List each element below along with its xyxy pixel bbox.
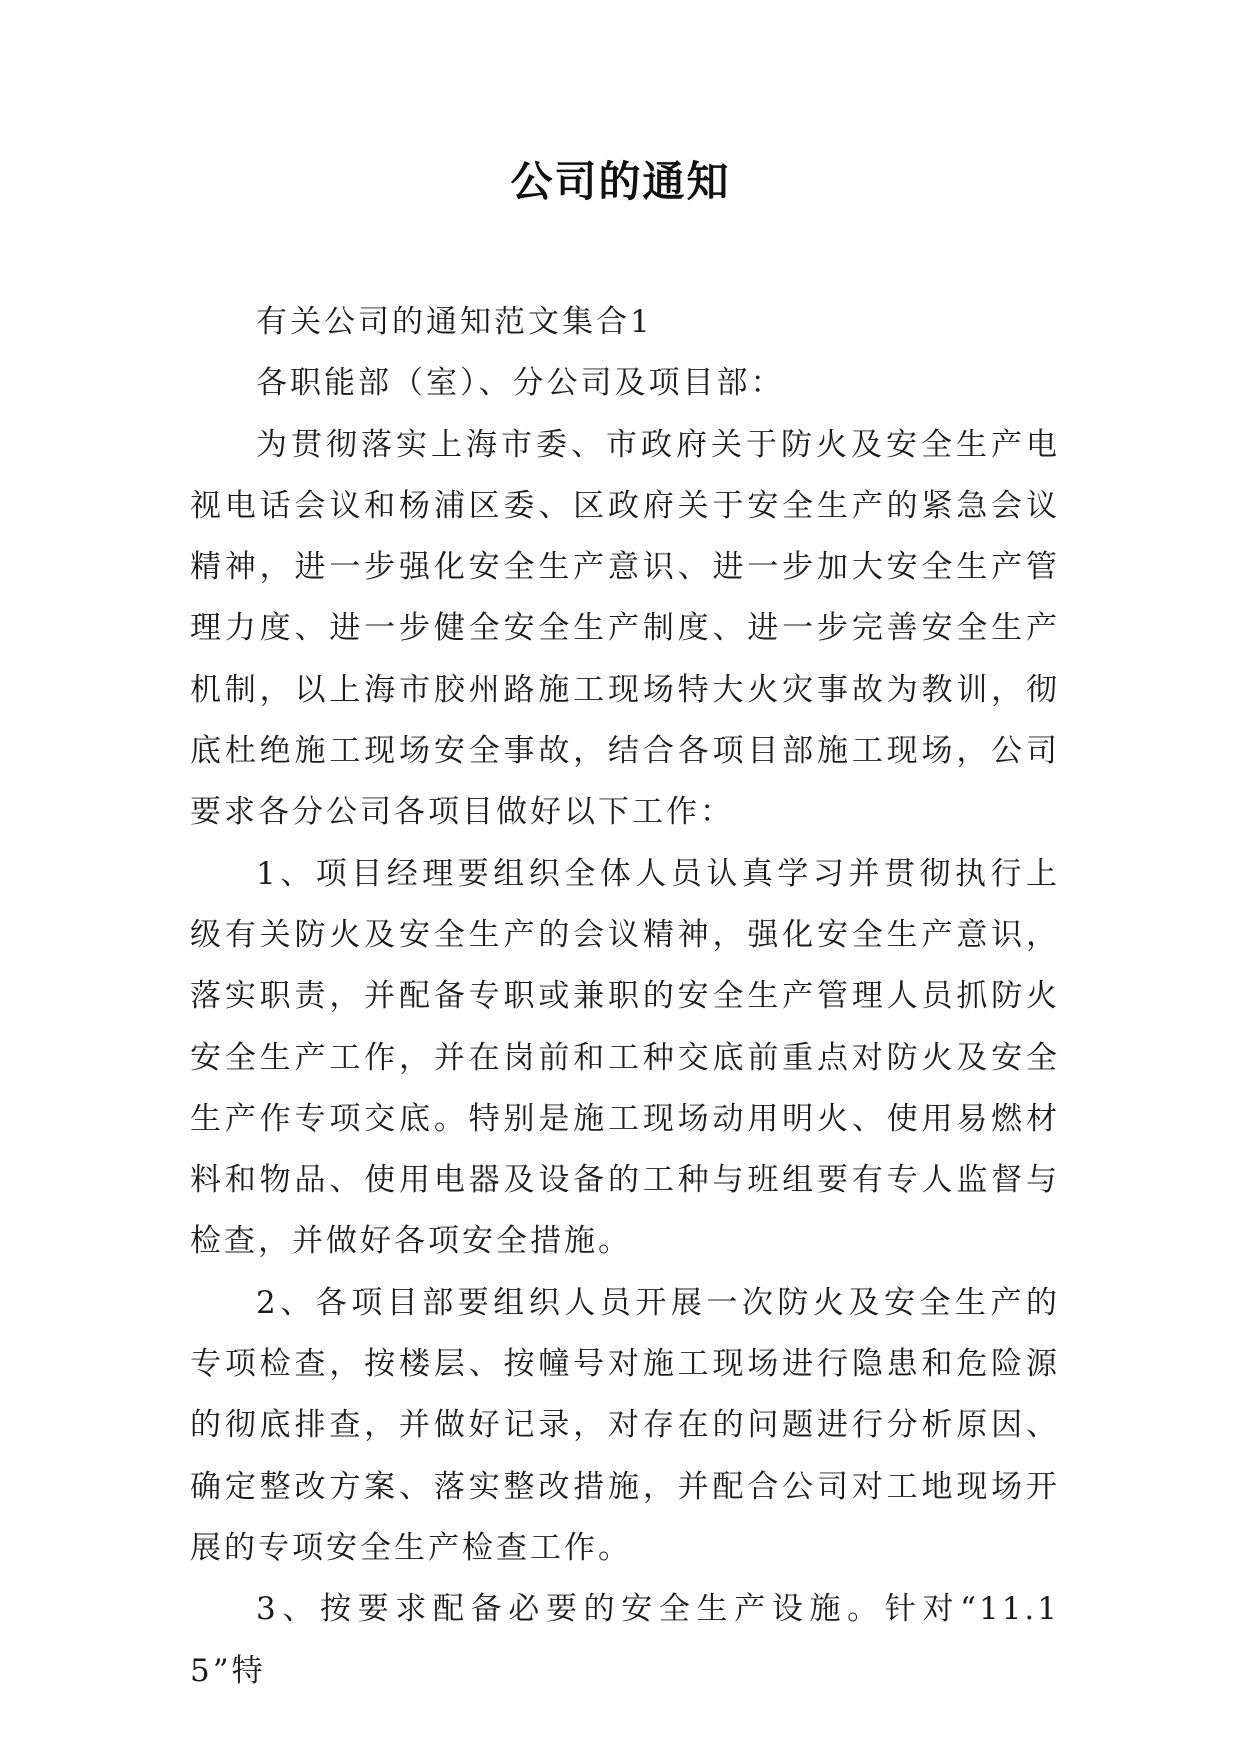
- document-body: [190, 292, 1060, 1702]
- document-title: 公司的通知: [510, 157, 731, 206]
- paragraph-item-1: 1、项目经理要组织全体人员认真学习并贯彻执行上级有关防火及安全生产的会议精神，强化安全生产意识，落实职责，并配备专职或兼职的安全生产管理人员抓防火安全生产工作，并在岗前和工种交底前重点对防火及安全生产作专项交底。特别是施工现场动用明火、使用易燃材料和物品、使用电器及设备的工种与班组要有专人监督与检查，并做好各项安全措施。: [190, 855, 1060, 1260]
- paragraph-item-2: 2、各项目部要组织人员开展一次防火及安全生产的专项检查，按楼层、按幢号对施工现场进行隐患和危险源的彻底排查，并做好记录，对存在的问题进行分析原因、确定整改方案、落实整改措施，并配合公司对工地现场开展的专项安全生产检查工作。: [190, 1284, 1060, 1566]
- paragraph-intro: 为贯彻落实上海市委、市政府关于防火及安全生产电视电话会议和杨浦区委、区政府关于安全生产的紧急会议精神，进一步强化安全生产意识、进一步加大安全生产管理力度、进一步健全安全生产制度、进一步完善安全生产机制，以上海市胶州路施工现场特大火灾事故为教训，彻底杜绝施工现场安全事故，结合各项目部施工现场，公司要求各分公司各项目做好以下工作：: [190, 426, 1060, 831]
- paragraph-addressee: 各职能部（室）、分公司及项目部：: [256, 365, 785, 402]
- paragraph-item-3: 3、按要求配备必要的安全生产设施。针对“11.15”特: [190, 1591, 1060, 1689]
- paragraph-heading: 有关公司的通知范文集合1: [256, 304, 653, 340]
